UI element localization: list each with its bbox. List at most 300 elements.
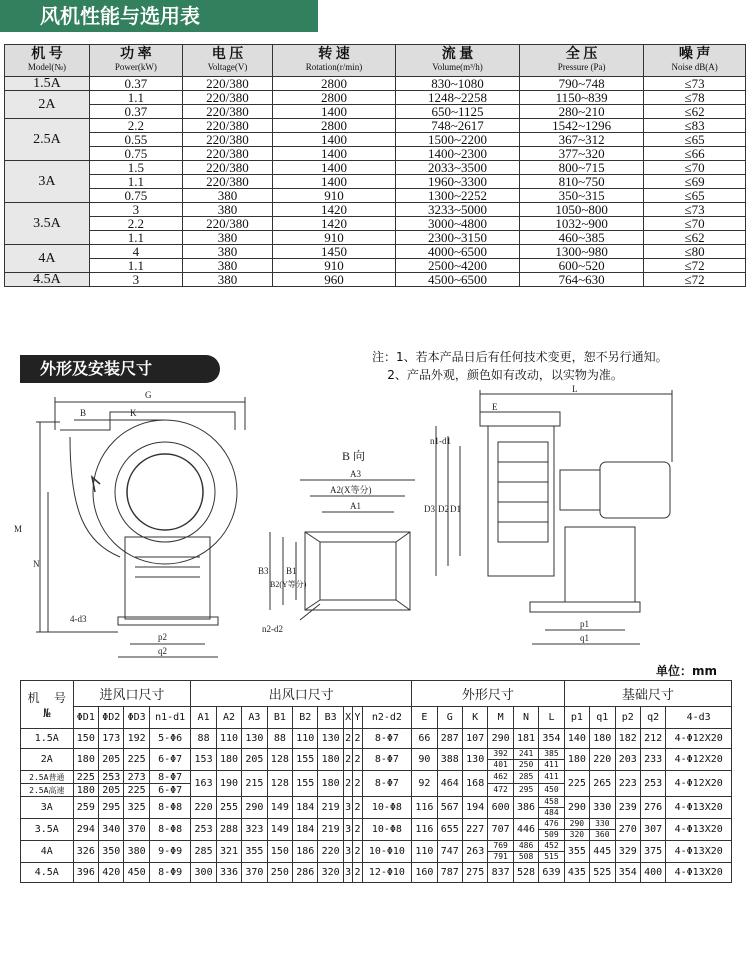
dims-cell: 2: [353, 841, 362, 863]
dims-cell: 10-Φ8: [362, 819, 412, 841]
dims-cell: 150: [267, 841, 292, 863]
dims-cell: 149: [267, 819, 292, 841]
dims-cell: [539, 819, 564, 841]
perf-cell: 2500~4200: [396, 259, 520, 273]
dims-cell: 370: [124, 819, 149, 841]
dims-cell: 184: [293, 797, 318, 819]
table-row: [21, 841, 732, 863]
perf-cell: 764~630: [520, 273, 644, 287]
perf-cell: 1.1: [89, 91, 182, 105]
dims-cell: 163: [191, 771, 216, 797]
table-row: [5, 273, 746, 287]
perf-cell: ≤83: [644, 119, 746, 133]
dims-col-header: A1: [191, 707, 216, 729]
view-b-label: B 向: [342, 449, 366, 463]
dims-cell: 276: [640, 797, 665, 819]
perf-model: 4.5A: [5, 273, 90, 287]
dims-cell: 219: [318, 819, 343, 841]
dims-cell: 380: [124, 841, 149, 863]
dims-cell: 92: [412, 771, 437, 797]
dims-cell: 270: [615, 819, 640, 841]
perf-cell: 2800: [273, 119, 396, 133]
perf-cell: 960: [273, 273, 396, 287]
dims-cell: 225: [564, 771, 589, 797]
dims-cell: 110: [293, 729, 318, 749]
perf-cell: 3: [89, 273, 182, 287]
dims-cell: 225: [124, 749, 149, 771]
dims-cell: 8-Φ7: [149, 771, 190, 784]
table-row: [5, 245, 746, 259]
perf-cell: 1400: [273, 175, 396, 189]
dims-model: 3.5A: [21, 819, 74, 841]
dims-cell: 340: [99, 819, 124, 841]
perf-cell: 2800: [273, 91, 396, 105]
dim-E: E: [492, 402, 498, 412]
dim-A1: A1: [350, 501, 361, 511]
perf-cell: 1032~900: [520, 217, 644, 231]
perf-cell: 2033~3500: [396, 161, 520, 175]
dims-cell: 290: [242, 797, 267, 819]
dims-subvalue: 484: [544, 808, 559, 817]
dims-cell: 3: [343, 819, 352, 841]
dims-cell: [488, 771, 513, 797]
dims-cell: 223: [615, 771, 640, 797]
dims-cell: 8-Φ9: [149, 863, 190, 883]
dim-q1: q1: [580, 633, 589, 643]
perf-col-en: Noise dB(A): [671, 62, 718, 72]
perf-cell: 380: [182, 231, 272, 245]
dims-col-header: ΦD1: [73, 707, 98, 729]
dim-B: B: [80, 408, 87, 418]
perf-model: 2A: [5, 91, 90, 119]
side-view-drawing: [36, 397, 245, 657]
dims-cell: 2: [353, 819, 362, 841]
dims-subvalue: 392: [488, 749, 512, 760]
perf-col-cn: 全 压: [565, 47, 598, 62]
dims-cell: 2: [353, 749, 362, 771]
perf-col-en: Volume(m³/h): [432, 62, 483, 72]
dims-cell: 396: [73, 863, 98, 883]
dims-cell: 128: [267, 771, 292, 797]
perf-cell: 2.2: [89, 217, 182, 231]
perf-cell: ≤66: [644, 147, 746, 161]
dims-cell: 88: [267, 729, 292, 749]
perf-cell: 1400: [273, 161, 396, 175]
dims-cell: 2: [343, 771, 352, 797]
dims-cell: 707: [488, 819, 513, 841]
dims-col-header: G: [437, 707, 462, 729]
dims-cell: 326: [73, 841, 98, 863]
dims-col-header: A3: [242, 707, 267, 729]
dims-cell: 180: [73, 784, 98, 797]
table-row: [5, 133, 746, 147]
dim-D1: D1: [450, 504, 461, 514]
dims-cell: 321: [216, 841, 241, 863]
perf-col-en: Model(№): [27, 62, 66, 72]
dims-cell: 205: [99, 749, 124, 771]
perf-cell: 4000~6500: [396, 245, 520, 259]
dims-cell: 273: [124, 771, 149, 784]
dims-subvalue: 320: [569, 830, 585, 839]
dims-cell: 180: [318, 771, 343, 797]
dims-cell: 253: [191, 819, 216, 841]
dims-subvalue: 458: [539, 797, 563, 808]
perf-cell: 220/380: [182, 105, 272, 119]
dims-cell: 4-Φ13X20: [666, 863, 732, 883]
dims-cell: 212: [640, 729, 665, 749]
dims-cell: 10-Φ8: [362, 797, 412, 819]
dim-D3: D3: [424, 504, 435, 514]
perf-cell: 220/380: [182, 161, 272, 175]
dimensions-title: 外形及安装尺寸: [20, 355, 220, 383]
dims-cell: 2: [353, 729, 362, 749]
perf-model: 4A: [5, 245, 90, 273]
perf-cell: 1542~1296: [520, 119, 644, 133]
dims-cell: [513, 771, 538, 797]
perf-cell: 1960~3300: [396, 175, 520, 189]
dims-col-header: A2: [216, 707, 241, 729]
dims-cell: 275: [462, 863, 487, 883]
dims-col-header: 4-d3: [666, 707, 732, 729]
dims-cell: 323: [242, 819, 267, 841]
dims-col-row: [21, 707, 732, 729]
dims-cell: [539, 771, 564, 797]
dims-cell: 227: [462, 819, 487, 841]
dims-cell: 219: [318, 797, 343, 819]
perf-cell: ≤62: [644, 105, 746, 119]
perf-cell: 1400~2300: [396, 147, 520, 161]
perf-cell: 910: [273, 231, 396, 245]
perf-cell: 280~210: [520, 105, 644, 119]
dims-cell: 2: [353, 797, 362, 819]
perf-cell: 380: [182, 245, 272, 259]
perf-cell: 220/380: [182, 77, 272, 91]
dims-cell: 205: [99, 784, 124, 797]
perf-cell: ≤72: [644, 259, 746, 273]
table-row: [21, 797, 732, 819]
perf-cell: ≤72: [644, 273, 746, 287]
dims-subvalue: 462: [488, 771, 512, 784]
dims-cell: 4-Φ12X20: [666, 729, 732, 749]
fan-drawings: [0, 382, 750, 662]
dims-col-header: q1: [590, 707, 615, 729]
dims-cell: 184: [293, 819, 318, 841]
dims-group-header: 出风口尺寸: [191, 681, 412, 707]
dims-subvalue: 385: [539, 749, 563, 760]
perf-cell: ≤70: [644, 217, 746, 231]
perf-cell: 810~750: [520, 175, 644, 189]
perf-col-en: Pressure (Pa): [557, 62, 606, 72]
perf-col-cn: 功 率: [120, 47, 152, 62]
dims-cell: 225: [124, 784, 149, 797]
perf-cell: 1400: [273, 133, 396, 147]
perf-cell: 4500~6500: [396, 273, 520, 287]
unit-label: 单位：mm: [656, 664, 718, 678]
dims-cell: 420: [99, 863, 124, 883]
dims-cell: 4-Φ13X20: [666, 841, 732, 863]
dims-cell: 330: [590, 797, 615, 819]
dims-col-header: Y: [353, 707, 362, 729]
perf-cell: 748~2617: [396, 119, 520, 133]
dims-col-header: L: [539, 707, 564, 729]
dims-cell: 600: [488, 797, 513, 819]
dims-subvalue: 411: [544, 760, 559, 769]
perf-cell: 2800: [273, 77, 396, 91]
dims-cell: 110: [412, 841, 437, 863]
dims-subvalue: 509: [544, 830, 559, 839]
perf-cell: ≤73: [644, 203, 746, 217]
dims-cell: 265: [590, 771, 615, 797]
dims-cell: 370: [242, 863, 267, 883]
perf-cell: 1050~800: [520, 203, 644, 217]
dims-cell: 263: [462, 841, 487, 863]
perf-col-en: Rotation(r/min): [305, 62, 363, 72]
perf-cell: ≤80: [644, 245, 746, 259]
perf-cell: 650~1125: [396, 105, 520, 119]
dim-A3: A3: [350, 469, 361, 479]
perf-cell: 1450: [273, 245, 396, 259]
dims-cell: 180: [73, 749, 98, 771]
dims-cell: 525: [590, 863, 615, 883]
dims-cell: 215: [242, 771, 267, 797]
dims-cell: 4-Φ12X20: [666, 749, 732, 771]
perf-cell: 0.37: [89, 77, 182, 91]
dims-cell: 130: [462, 749, 487, 771]
dims-cell: [539, 841, 564, 863]
notes: 注：1、若本产品日后有任何技术变更，恕不另行通知。 2、产品外观，颜色如有改动，以实物为准。: [372, 350, 668, 382]
dims-cell: 4-Φ12X20: [666, 771, 732, 797]
dims-cell: 6-Φ7: [149, 749, 190, 771]
perf-cell: 220/380: [182, 217, 272, 231]
dims-col-header: p2: [615, 707, 640, 729]
dims-cell: 286: [293, 863, 318, 883]
dims-cell: 116: [412, 797, 437, 819]
perf-cell: 350~315: [520, 189, 644, 203]
dims-col-header: p1: [564, 707, 589, 729]
dims-cell: 168: [462, 771, 487, 797]
dims-cell: 253: [99, 771, 124, 784]
dims-col-header: E: [412, 707, 437, 729]
dims-col-header: q2: [640, 707, 665, 729]
table-row: [21, 749, 732, 771]
dims-cell: [564, 819, 589, 841]
perf-col-cn: 机 号: [31, 47, 63, 62]
dims-col-header: B1: [267, 707, 292, 729]
dims-cell: 155: [293, 749, 318, 771]
dims-col-header: ΦD3: [124, 707, 149, 729]
dims-subvalue: 285: [514, 771, 538, 784]
perf-cell: ≤62: [644, 231, 746, 245]
dims-subvalue: 791: [493, 852, 508, 861]
dims-cell: 107: [462, 729, 487, 749]
perf-cell: 910: [273, 189, 396, 203]
dims-cell: 9-Φ9: [149, 841, 190, 863]
dims-cell: 355: [564, 841, 589, 863]
dims-cell: 192: [124, 729, 149, 749]
dims-cell: 4-Φ13X20: [666, 819, 732, 841]
perf-model: 3.5A: [5, 203, 90, 245]
perf-cell: 1.1: [89, 175, 182, 189]
dims-cell: 386: [513, 797, 538, 819]
dims-col-header: M: [488, 707, 513, 729]
dims-cell: 355: [242, 841, 267, 863]
dims-cell: 446: [513, 819, 538, 841]
perf-cell: 1248~2258: [396, 91, 520, 105]
perf-cell: 1300~980: [520, 245, 644, 259]
dims-cell: 149: [267, 797, 292, 819]
perf-cell: 1400: [273, 147, 396, 161]
perf-cell: 220/380: [182, 133, 272, 147]
perf-cell: ≤69: [644, 175, 746, 189]
dims-subvalue: 476: [539, 819, 563, 830]
perf-cell: 380: [182, 259, 272, 273]
dim-G: G: [145, 390, 152, 400]
perf-cell: 3233~5000: [396, 203, 520, 217]
dims-subvalue: 330: [590, 819, 614, 830]
dims-cell: 160: [412, 863, 437, 883]
perf-cell: 3: [89, 203, 182, 217]
perf-cell: 220/380: [182, 119, 272, 133]
perf-cell: ≤73: [644, 77, 746, 91]
dim-K: K: [130, 408, 137, 418]
dims-cell: 140: [564, 729, 589, 749]
perf-col-cn: 转 速: [318, 47, 350, 62]
dims-cell: 190: [216, 771, 241, 797]
dims-cell: 10-Φ10: [362, 841, 412, 863]
dim-L: L: [572, 384, 578, 394]
dims-cell: 180: [216, 749, 241, 771]
dim-B1: B1: [286, 566, 297, 576]
table-row: [5, 119, 746, 133]
dims-cell: [539, 797, 564, 819]
perf-cell: 380: [182, 203, 272, 217]
dims-cell: 464: [437, 771, 462, 797]
perf-cell: 1300~2252: [396, 189, 520, 203]
perf-col-cn: 流 量: [441, 47, 474, 62]
dims-cell: 294: [73, 819, 98, 841]
perf-cell: ≤65: [644, 133, 746, 147]
dims-cell: 5-Φ6: [149, 729, 190, 749]
dims-cell: 239: [615, 797, 640, 819]
table-row: [5, 161, 746, 175]
dims-cell: 180: [318, 749, 343, 771]
dim-n1-d1: n1-d1: [430, 436, 451, 446]
table-row: [5, 189, 746, 203]
dim-p2: p2: [158, 632, 167, 642]
perf-cell: ≤70: [644, 161, 746, 175]
perf-cell: 2300~3150: [396, 231, 520, 245]
dims-cell: 2: [353, 863, 362, 883]
dims-cell: 205: [242, 749, 267, 771]
dims-cell: 400: [640, 863, 665, 883]
perf-cell: 1500~2200: [396, 133, 520, 147]
dims-cell: 8-Φ7: [362, 729, 412, 749]
dims-cell: 225: [73, 771, 98, 784]
dims-cell: 388: [437, 749, 462, 771]
table-row: [5, 175, 746, 189]
dims-cell: 203: [615, 749, 640, 771]
dims-cell: 253: [640, 771, 665, 797]
perf-cell: 4: [89, 245, 182, 259]
dims-cell: 2: [353, 771, 362, 797]
dims-cell: 2: [343, 729, 352, 749]
dims-cell: 350: [99, 841, 124, 863]
dims-model: 2.5A普通: [21, 771, 74, 784]
dim-B3: B3: [258, 566, 269, 576]
perf-cell: 380: [182, 189, 272, 203]
dim-D2: D2: [438, 504, 449, 514]
perf-cell: 830~1080: [396, 77, 520, 91]
table-row: [5, 77, 746, 91]
table-row: [5, 259, 746, 273]
dims-cell: 747: [437, 841, 462, 863]
dims-cell: 66: [412, 729, 437, 749]
dims-cell: 220: [191, 797, 216, 819]
perf-cell: 0.37: [89, 105, 182, 119]
perf-cell: 1.5: [89, 161, 182, 175]
perf-cell: 220/380: [182, 175, 272, 189]
dims-group-header: 基础尺寸: [564, 681, 731, 707]
perf-model: 3A: [5, 161, 90, 203]
dims-cell: [488, 749, 513, 771]
perf-cell: ≤78: [644, 91, 746, 105]
dims-cell: 220: [590, 749, 615, 771]
perf-cell: ≤65: [644, 189, 746, 203]
perf-cell: 1.1: [89, 259, 182, 273]
perf-cell: 1400: [273, 105, 396, 119]
table-row: [5, 105, 746, 119]
dims-model: 2.5A高速: [21, 784, 74, 797]
dims-cell: [539, 749, 564, 771]
dims-cell: 567: [437, 797, 462, 819]
perf-col-en: Power(kW): [114, 62, 157, 72]
dims-col-header: X: [343, 707, 352, 729]
perf-cell: 1.1: [89, 231, 182, 245]
perf-col-header: [273, 45, 396, 77]
dim-4-d3: 4-d3: [70, 614, 87, 624]
dims-subvalue: 515: [544, 852, 559, 861]
dims-cell: 153: [191, 749, 216, 771]
perf-cell: 0.75: [89, 189, 182, 203]
dims-group-header: 机 号 №: [21, 681, 74, 729]
dims-cell: 787: [437, 863, 462, 883]
dims-cell: 655: [437, 819, 462, 841]
dims-cell: 329: [615, 841, 640, 863]
perf-cell: 600~520: [520, 259, 644, 273]
dim-M: M: [14, 524, 23, 534]
perf-col-header: [182, 45, 272, 77]
performance-title: 风机性能与选用表: [0, 0, 318, 32]
dims-cell: 88: [191, 729, 216, 749]
dim-p1: p1: [580, 619, 589, 629]
dim-N: N: [33, 559, 40, 569]
dims-cell: 435: [564, 863, 589, 883]
perf-col-cn: 电 压: [211, 47, 244, 62]
perf-col-en: Voltage(V): [207, 62, 248, 72]
perf-cell: 3000~4800: [396, 217, 520, 231]
dims-col-header: n2-d2: [362, 707, 412, 729]
table-row: [5, 231, 746, 245]
dimensions-table: [20, 680, 732, 883]
dims-subvalue: 486: [514, 841, 538, 852]
table-row: [21, 863, 732, 883]
dims-col-header: B2: [293, 707, 318, 729]
dims-cell: 2: [343, 749, 352, 771]
dims-col-header: K: [462, 707, 487, 729]
dim-B2: B2(Y等分): [270, 580, 307, 589]
dims-cell: 8-Φ8: [149, 819, 190, 841]
dims-cell: 128: [267, 749, 292, 771]
